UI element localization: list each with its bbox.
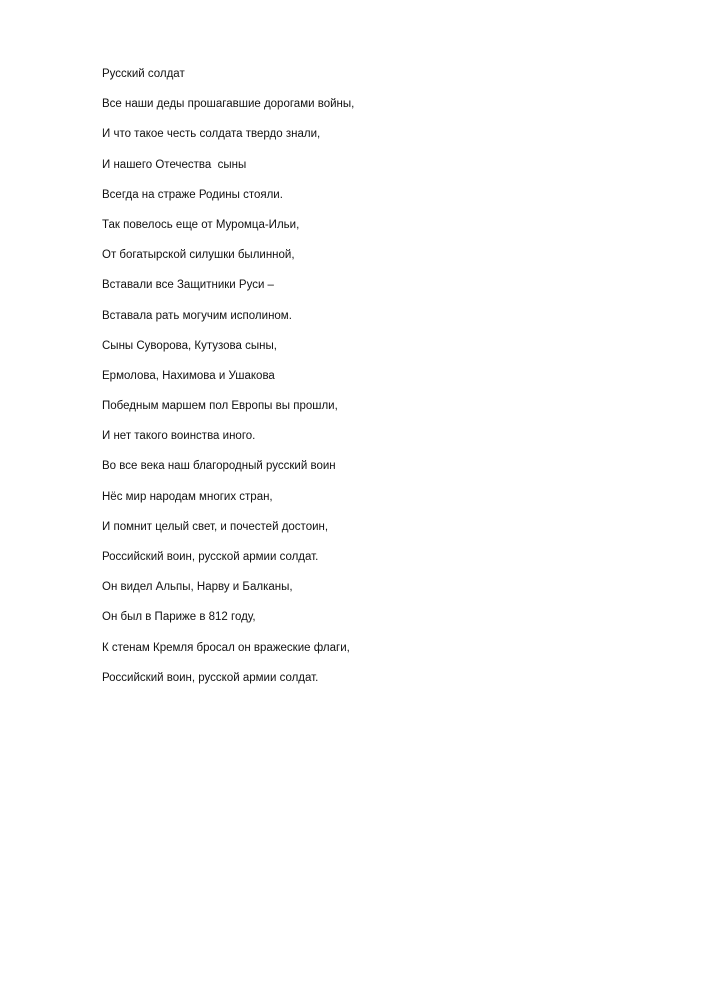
poem-line: Сыны Суворова, Кутузова сыны, [102, 339, 277, 352]
poem-line: Во все века наш благородный русский воин [102, 460, 336, 473]
poem-body [102, 66, 662, 700]
poem-line: И что такое честь солдата твердо знали, [102, 128, 321, 141]
poem-line: И нашего Отечества сыны [102, 158, 247, 171]
poem-line: Он был в Париже в 812 году, [102, 611, 256, 624]
poem-line: Все наши деды прошагавшие дорогами войны, [102, 98, 355, 111]
poem-line: Вставала рать могучим исполином. [102, 309, 292, 322]
poem-line: Ермолова, Нахимова и Ушакова [102, 369, 275, 382]
poem-line: Российский воин, русской армии солдат. [102, 551, 319, 563]
poem-line: Так повелось еще от Муромца-Ильи, [102, 218, 300, 231]
poem-line: И нет такого воинства иного. [102, 430, 256, 443]
poem-line: Победным маршем пол Европы вы прошли, [102, 400, 338, 413]
poem-line: Всегда на страже Родины стояли. [102, 188, 283, 201]
poem-line: От богатырской силушки былинной, [102, 249, 295, 262]
poem-line: Он видел Альпы, Нарву и Балканы, [102, 581, 293, 594]
poem-line: Нёс мир народам многих стран, [102, 490, 273, 503]
poem-line: Российский воин, русской армии солдат. [102, 671, 319, 684]
poem-line: К стенам Кремля бросал он вражеские флаги, [102, 641, 350, 654]
poem-title: Русский солдат [102, 68, 185, 80]
poem-line: И помнит целый свет, и почестей достоин, [102, 520, 329, 533]
poem-line: Вставали все Защитники Руси – [102, 279, 274, 292]
